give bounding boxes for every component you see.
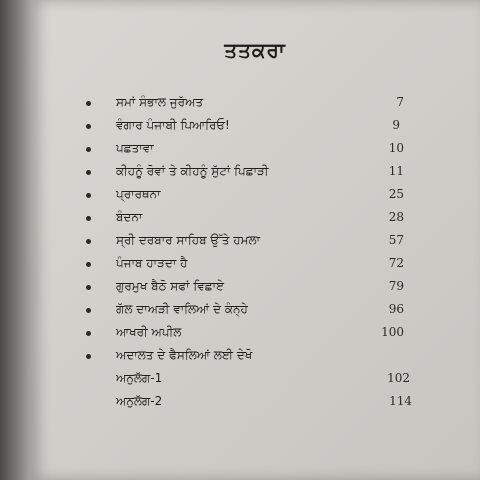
bullet-icon — [86, 101, 91, 106]
toc-entry-page: 114 — [389, 394, 412, 408]
toc-entry-page: 96 — [388, 302, 404, 316]
toc-entry-title: ਪ੍ਰਾਰਥਨਾ — [116, 187, 161, 201]
toc-entry-title: ਆਖਰੀ ਅਪੀਲ — [116, 325, 182, 339]
toc-entry — [30, 94, 480, 114]
bullet-icon — [86, 239, 91, 244]
toc-entry — [30, 324, 480, 344]
bullet-icon — [86, 354, 91, 359]
toc-entry — [30, 278, 480, 298]
toc-entry-title: ਅਨੁਲੱਗ-1 — [116, 371, 163, 385]
toc-entry — [30, 255, 480, 275]
bullet-icon — [86, 124, 91, 129]
toc-entry — [30, 232, 480, 252]
toc-entry-title: ਅਨੁਲੱਗ-2 — [116, 394, 163, 408]
bullet-icon — [86, 308, 91, 313]
toc-entry — [30, 140, 480, 160]
toc-entry-page: 11 — [388, 164, 404, 178]
toc-entry-title: ਗੁਰਮੁਖ ਬੈਠੋ ਸਫਾਂ ਵਿਛਾਏ — [116, 279, 224, 293]
toc-entry-page: 79 — [388, 279, 404, 293]
toc-entry — [30, 393, 480, 413]
toc-entry — [30, 347, 480, 367]
toc-entry-title: ਗੱਲ ਦਾਅੜੀ ਵਾਲਿਆਂ ਦੇ ਕੰਨ੍ਹੇ — [116, 302, 248, 316]
toc-entry-title: ਬੰਦਨਾ — [116, 210, 143, 224]
bullet-icon — [86, 216, 91, 221]
table-of-contents — [30, 0, 480, 480]
toc-entry — [30, 209, 480, 229]
toc-entry-title: ਕੀਹਨੂੰ ਰੋਵਾਂ ਤੇ ਕੀਹਨੂੰ ਸੁੱਟਾਂ ਪਿਛਾੜੀ — [116, 164, 269, 178]
toc-entry-page: 10 — [388, 141, 404, 155]
toc-entry — [30, 163, 480, 183]
bullet-icon — [86, 331, 91, 336]
bullet-icon — [86, 285, 91, 290]
toc-entry-page: 25 — [388, 187, 404, 201]
toc-entry — [30, 117, 480, 137]
toc-entry-title: ਅਦਾਲਤ ਦੇ ਫੈਸਲਿਆਂ ਲਈ ਦੇਖੋ — [116, 348, 253, 362]
bullet-icon — [86, 262, 91, 267]
bullet-icon — [86, 170, 91, 175]
toc-entry-title: ਪੰਜਾਬ ਹਾੜਦਾ ਹੈ — [116, 256, 188, 270]
bullet-icon — [86, 193, 91, 198]
toc-entry-title: ਸਮਾਂ ਸੰਭਾਲ ਜੁਰੱਅਤ — [116, 95, 204, 109]
toc-entry-page: 102 — [387, 371, 410, 385]
toc-entry-page: 9 — [392, 118, 400, 132]
page-title: ਤਤਕਰਾ — [224, 38, 286, 62]
toc-entry-page: 57 — [388, 233, 404, 247]
toc-entry-title: ਸ੍ਰੀ ਦਰਬਾਰ ਸਾਹਿਬ ਉੱਤੇ ਹਮਲਾ — [116, 233, 261, 247]
toc-entry-title: ਵੰਗਾਰ ਪੰਜਾਬੀ ਪਿਆਰਿਓ! — [116, 118, 230, 132]
toc-entry-title: ਪਛਤਾਵਾ — [116, 141, 154, 155]
toc-entry-page: 7 — [396, 95, 404, 109]
toc-entry-page: 28 — [388, 210, 404, 224]
book-page — [30, 0, 480, 480]
toc-entry — [30, 370, 480, 390]
toc-entry — [30, 301, 480, 321]
bullet-icon — [86, 147, 91, 152]
toc-entry — [30, 186, 480, 206]
toc-entry-page: 72 — [388, 256, 404, 270]
toc-entry-page: 100 — [381, 325, 404, 339]
